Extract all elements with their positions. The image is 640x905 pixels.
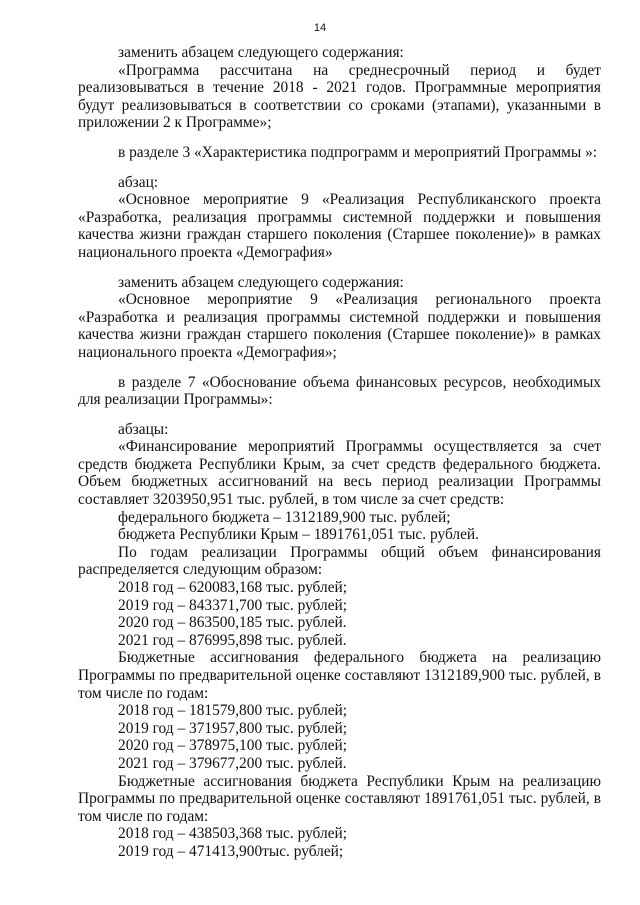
paragraph: в разделе 3 «Характеристика подпрограмм и мероприятий Программы »:	[118, 143, 598, 161]
paragraph: 2021 год – 379677,200 тыс. рублей.	[118, 754, 347, 772]
paragraph: 2020 год – 863500,185 тыс. рублей.	[118, 614, 347, 632]
paragraph: абзац:	[118, 173, 159, 191]
paragraph: «Программа рассчитана на среднесрочный период и будет реализовываться в течение 2018 - 2021 годов. Программные мероприятия будут реализовываться в соответствии со сроками (этапами), указанными в приложении 2 к Программе»;	[78, 61, 601, 132]
paragraph: 2019 год – 371957,800 тыс. рублей;	[118, 719, 348, 737]
paragraph: «Основное мероприятие 9 «Реализация Республиканского проекта «Разработка, реализация программы системной поддержки и повышения качества жизни граждан старшего поколения (Старшее поколение)» в рамках национального проекта «Демография»	[78, 191, 601, 261]
paragraph: заменить абзацем следующего содержания:	[118, 273, 404, 291]
paragraph: 2021 год – 876995,898 тыс. рублей.	[118, 631, 347, 649]
paragraph: бюджета Республики Крым – 1891761,051 тыс. рублей.	[118, 526, 479, 544]
paragraph: 2019 год – 843371,700 тыс. рублей;	[118, 596, 348, 614]
paragraph: «Финансирование мероприятий Программы осуществляется за счет средств бюджета Республики Крым, за счет средств федерального бюджета. Объем бюджетных ассигнований на весь период реализации Программы составляет 3203950,951 тыс. рублей, в том числе за счет средств:	[78, 438, 601, 509]
paragraph: 2018 год – 181579,800 тыс. рублей;	[118, 702, 348, 720]
paragraph: «Основное мероприятие 9 «Реализация регионального проекта «Разработка и реализация программы системной поддержки и повышения качества жизни граждан старшего поколения (Старшее поколение)» в рамках национального проекта «Демография»;	[78, 291, 601, 361]
paragraph: 2018 год – 620083,168 тыс. рублей;	[118, 579, 348, 597]
paragraph: Бюджетные ассигнования федерального бюджета на реализацию Программы по предварительной оценке составляют 1312189,900 тыс. рублей, в том числе по годам:	[78, 649, 601, 702]
document-body	[78, 44, 601, 861]
paragraph: заменить абзацем следующего содержания:	[118, 44, 404, 61]
paragraph: в разделе 7 «Обоснование объема финансовых ресурсов, необходимых для реализации Программы»:	[78, 373, 601, 409]
paragraph: 2019 год – 471413,900тыс. рублей;	[118, 842, 344, 860]
paragraph: По годам реализации Программы общий объем финансирования распределяется следующим образом:	[78, 543, 601, 579]
paragraph: абзацы:	[118, 420, 169, 438]
paragraph: 2020 год – 378975,100 тыс. рублей;	[118, 737, 348, 755]
paragraph: Бюджетные ассигнования бюджета Республики Крым на реализацию Программы по предварительной оценке составляют 1891761,051 тыс. рублей, в том числе по годам:	[78, 772, 601, 825]
paragraph: федерального бюджета – 1312189,900 тыс. рублей;	[118, 508, 451, 526]
paragraph: 2018 год – 438503,368 тыс. рублей;	[118, 825, 348, 843]
page-number: 14	[313, 22, 327, 34]
